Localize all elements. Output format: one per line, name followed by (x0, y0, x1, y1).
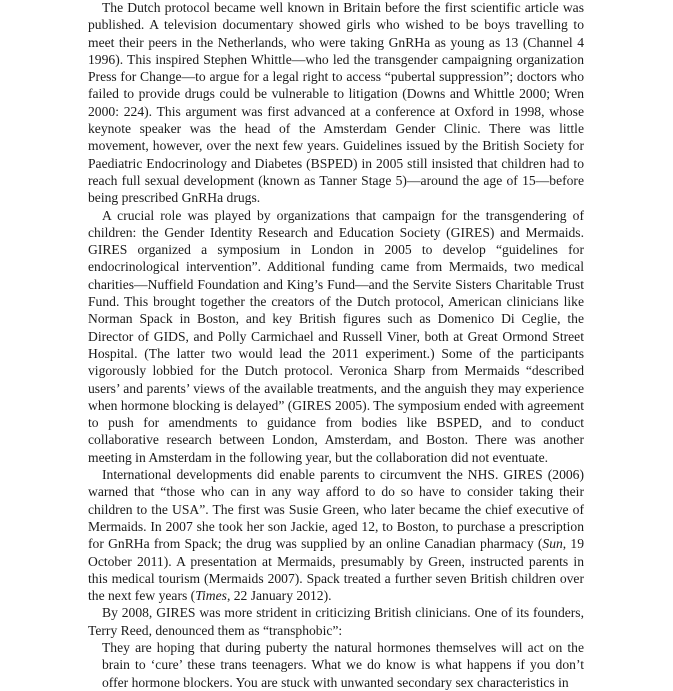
paragraph-international-developments (88, 466, 584, 604)
paragraph-text: A crucial role was played by organizations that campaign for the transgendering of children: the Gender Identity Research and Education Society (GIRES) and Mermaids. GIRES organized a symposium in London in 2005 to develop “guidelines for endocrinological intervention”. Additional funding came from Mermaids, two medical charities—Nuffield Foundation and King’s Fund—and the Servite Sisters Charitable Trust Fund. This brought together the creators of the Dutch protocol, American clinicians like Norman Spack in Boston, and key British figures such as Domenico Di Ceglie, the Director of GIDS, and Polly Carmichael and Russell Viner, both at Great Ormond Street Hospital. (The latter two would lead the 2011 experiment.) Some of the participants vigorously lobbied for the Dutch protocol. Veronica Sharp from Mermaids “described users’ and parents’ views of the available treatments, and the anguish they may experience when hormone blocking is delayed” (GIRES 2005). The symposium ended with agreement to push for amendments to guidance from bodies like BSPED, and to conduct collaborative research between London, Amsterdam, and Boston. There was another meeting in Amsterdam in the following year, but the collaboration did not eventuate. (88, 207, 584, 465)
paragraph-text: The Dutch protocol became well known in Britain before the first scientific article was published. A television documentary showed girls who wished to be boys travelling to meet their peers in the Netherlands, who were taking GnRHa as young as 13 (Channel 4 1996). This inspired Stephen Whittle—who led the transgender campaigning organization Press for Change—to argue for a legal right to access “pubertal suppression”; doctors who failed to provide drugs could be vulnerable to litigation (Downs and Whittle 2000; Wren 2000: 224). This argument was first advanced at a conference at Oxford in 1998, whose keynote speaker was the head of the Amsterdam Gender Clinic. There was little movement, however, over the next few years. Guidelines issued by the British Society for Paediatric Endocrinology and Diabetes (BSPED) in 2005 still insisted that children had to reach full sexual development (known as Tanner Stage 5)—around the age of 15—before being prescribed GnRHa drugs. (88, 0, 584, 206)
paragraph-text: , 19 October 2011). A presentation at Mermaids, presumably by Green, instructed parents in this medical tourism (Mermaids 2007). Spack treated a further seven British children over the next few years ( (88, 536, 585, 604)
block-quote (102, 639, 584, 691)
citation-source-times: Times (195, 588, 227, 604)
paragraph-dutch-protocol (88, 0, 584, 207)
citation-source-sun: Sun (542, 536, 563, 552)
paragraph-text: International developments did enable parents to circumvent the NHS. GIRES (2006) warned that “those who can in any way afford to do so have to consider taking their children to the USA”. The first was Susie Green, who later became the chief executive of Mermaids. In 2007 she took her son Jackie, aged 12, to Boston, to purchase a prescription for GnRHa from Spack; the drug was supplied by an online Canadian pharmacy ( (88, 467, 584, 552)
paragraph-text: , 22 January 2012). (226, 588, 332, 604)
paragraph-crucial-role (88, 207, 584, 466)
paragraph-text: By 2008, GIRES was more strident in criticizing British clinicians. One of its founders, Terry Reed, denounced them as “transphobic”: (88, 605, 584, 638)
paragraph-gires-2008 (88, 604, 584, 639)
document-page (88, 0, 585, 690)
quote-text: They are hoping that during puberty the natural hormones themselves will act on the brain to ‘cure’ these trans teenagers. What we do know is what happens if you don’t offer hormone blockers. You are stuck with unwanted secondary sex characteristics in (102, 639, 584, 690)
